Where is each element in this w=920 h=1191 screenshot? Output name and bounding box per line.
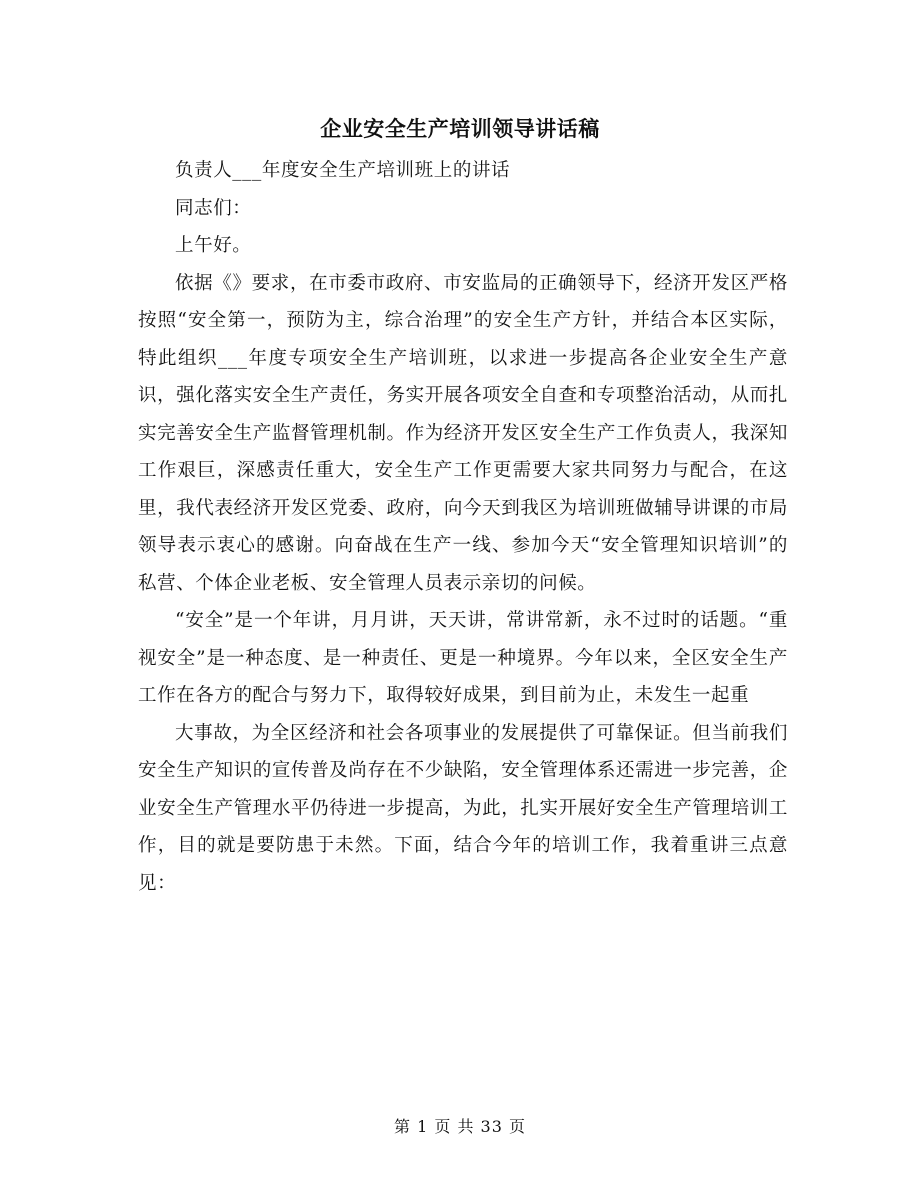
paragraph-body: 大事故，为全区经济和社会各项事业的发展提供了可靠保证。但当前我们安全生产知识的宣传普及尚存在不少缺陷，安全管理体系还需进一步完善，企业安全生产管理水平仍待进一步提高，为此，扎实开展好安全生产管理培训工作，目的就是要防患于未然。下面，结合今年的培训工作，我着重讲三点意见：: [138, 722, 788, 894]
paragraph-addressee: 负责人___年度安全生产培训班上的讲话: [175, 160, 511, 181]
document-body: [138, 152, 788, 902]
paragraph-salutation: 同志们：: [175, 197, 252, 219]
paragraph-body: “安全”是一个年讲，月月讲，天天讲，常讲常新，永不过时的话题。“重视安全”是一种态度、是一种责任、更是一种境界。今年以来，全区安全生产工作在各方的配合与努力下，取得较好成果，到目前为止，未发生一起重: [138, 610, 788, 706]
paragraph-greeting: 上午好。: [175, 235, 252, 256]
paragraph-body: 依据《》要求，在市委市政府、市安监局的正确领导下，经济开发区严格按照“安全第一，预防为主，综合治理”的安全生产方针，并结合本区实际，特此组织___年度专项安全生产培训班，以求进一步提高各企业安全生产意识，强化落实安全生产责任，务实开展各项安全自查和专项整治活动，从而扎实完善安全生产监督管理机制。作为经济开发区安全生产工作负责人，我深知工作艰巨，深感责任重大，安全生产工作更需要大家共同努力与配合，在这里，我代表经济开发区党委、政府，向今天到我区为培训班做辅导讲课的市局领导表示衷心的感谢。向奋战在生产一线、参加今天“安全管理知识培训”的私营、个体企业老板、安全管理人员表示亲切的问候。: [138, 272, 788, 594]
document-title: 企业安全生产培训领导讲话稿: [320, 116, 600, 141]
page-number-footer: 第 1 页 共 33 页: [394, 1117, 526, 1136]
